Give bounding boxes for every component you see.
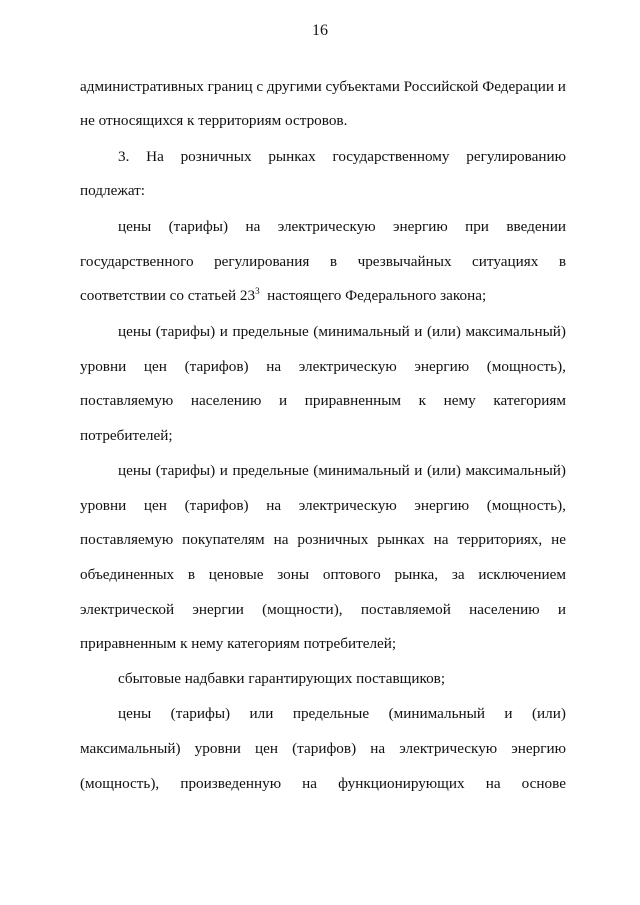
word: к <box>418 392 427 409</box>
text-line <box>80 739 566 759</box>
word: энергию <box>414 358 470 375</box>
word: уровни <box>80 497 127 514</box>
word: 3. <box>118 148 130 165</box>
word: и <box>504 705 513 722</box>
word: предельные <box>292 705 370 722</box>
word: и <box>219 462 228 479</box>
text-line: приравненным к нему категориям потребителей; <box>80 635 397 652</box>
word: энергию <box>392 218 448 235</box>
word: предельные <box>232 323 309 340</box>
text-line <box>80 357 566 377</box>
text-line <box>118 322 566 342</box>
word: рынках <box>268 148 316 165</box>
word: субъектами <box>325 78 400 95</box>
word: и <box>557 601 566 618</box>
text-line <box>80 600 566 620</box>
word: или <box>249 705 274 722</box>
word: (или) <box>531 705 566 722</box>
word: категориям <box>493 392 566 409</box>
word: населению <box>469 601 540 618</box>
word: предельные <box>232 462 309 479</box>
word: цены <box>118 323 152 340</box>
word: электрическую <box>298 497 397 514</box>
word: на <box>433 531 449 548</box>
word: объединенных <box>80 566 175 583</box>
word: (или) <box>426 462 461 479</box>
word: (тарифы) <box>155 462 216 479</box>
word: электрическую <box>298 358 397 375</box>
word: населению <box>190 392 262 409</box>
word: (тарифы) <box>168 218 229 235</box>
word: и <box>219 323 228 340</box>
text-line <box>80 774 566 794</box>
word: на <box>245 218 261 235</box>
word: (мощность), <box>486 358 566 375</box>
word: не <box>551 531 566 548</box>
text-line <box>118 147 566 167</box>
word: поставляемой <box>360 601 451 618</box>
word: уровни <box>80 358 127 375</box>
word: в <box>329 253 338 270</box>
word: (тарифов) <box>292 740 357 757</box>
word: при <box>465 218 489 235</box>
word: На <box>146 148 164 165</box>
word: на <box>485 775 501 792</box>
word: зоны <box>277 566 310 583</box>
word: максимальный) <box>465 462 566 479</box>
word: поставляемую <box>80 531 174 548</box>
word: (минимальный <box>313 323 410 340</box>
word: оптового <box>322 566 381 583</box>
word: нему <box>443 392 476 409</box>
word: энергию <box>511 740 566 757</box>
word: введении <box>506 218 566 235</box>
text-line-with-superscript <box>80 286 566 306</box>
word: функционирующих <box>338 775 465 792</box>
word: (минимальный <box>388 705 485 722</box>
word: ситуациях <box>472 253 539 270</box>
word: (тарифы) <box>170 705 231 722</box>
text-line: потребителей; <box>80 427 173 444</box>
text-fragment: соответствии со статьей 23 <box>80 287 256 304</box>
word: рынках <box>377 531 425 548</box>
text-line <box>80 391 566 411</box>
text-fragment: настоящего Федерального закона; <box>267 287 487 304</box>
text-line <box>118 704 566 724</box>
word: электрическую <box>277 218 376 235</box>
word: цены <box>118 462 152 479</box>
word: Российской <box>403 78 479 95</box>
word: (мощность), <box>80 775 160 792</box>
word: административных <box>80 78 204 95</box>
word: (или) <box>426 323 461 340</box>
word: регулированию <box>466 148 566 165</box>
text-line <box>80 496 566 516</box>
word: за <box>451 566 465 583</box>
word: максимальный) <box>80 740 181 757</box>
word: (тарифы) <box>155 323 216 340</box>
word: максимальный) <box>465 323 566 340</box>
word: Федерации <box>482 78 554 95</box>
word: (мощность), <box>486 497 566 514</box>
word: розничных <box>180 148 252 165</box>
word: на <box>370 740 386 757</box>
word: на <box>302 775 318 792</box>
word: исключением <box>478 566 566 583</box>
text-line <box>80 77 566 97</box>
word: электрическую <box>399 740 498 757</box>
word: покупателям <box>182 531 265 548</box>
word: (мощности), <box>262 601 343 618</box>
word: энергию <box>414 497 470 514</box>
word: ценовые <box>208 566 264 583</box>
word: цены <box>118 218 152 235</box>
text-line: сбытовые надбавки гарантирующих поставщиков; <box>118 670 446 687</box>
word: на <box>266 358 282 375</box>
word: на <box>266 497 282 514</box>
word: произведенную <box>180 775 282 792</box>
word: с <box>256 78 264 95</box>
text-line <box>118 217 566 237</box>
word: приравненным <box>304 392 402 409</box>
text-line: подлежат: <box>80 182 146 199</box>
word: (тарифов) <box>184 497 249 514</box>
word: цен <box>143 358 167 375</box>
text-line <box>118 461 566 481</box>
word: рынка, <box>394 566 439 583</box>
text-line <box>80 530 566 550</box>
word: (минимальный <box>313 462 410 479</box>
word: уровни <box>194 740 241 757</box>
word: в <box>558 253 566 270</box>
text-line <box>80 252 566 272</box>
word: основе <box>521 775 566 792</box>
word: цены <box>118 705 152 722</box>
word: цен <box>255 740 278 757</box>
word: (тарифов) <box>184 358 249 375</box>
word: в <box>187 566 196 583</box>
word: электрической <box>80 601 175 618</box>
word: другими <box>266 78 322 95</box>
page-number: 16 <box>312 22 328 39</box>
word: на <box>273 531 289 548</box>
word: и <box>557 78 566 95</box>
text-line <box>80 565 566 585</box>
word: и <box>414 462 423 479</box>
superscript: 3 <box>255 286 260 296</box>
word: территориях, <box>457 531 543 548</box>
word: розничных <box>297 531 369 548</box>
word: поставляемую <box>80 392 174 409</box>
text-line: не относящихся к территориям островов. <box>80 112 348 129</box>
word: цен <box>143 497 167 514</box>
word: государственному <box>332 148 450 165</box>
word: государственного <box>80 253 194 270</box>
word: и <box>414 323 423 340</box>
word: регулирования <box>214 253 310 270</box>
word: границ <box>207 78 253 95</box>
word: энергии <box>192 601 244 618</box>
word: и <box>278 392 288 409</box>
word: чрезвычайных <box>357 253 452 270</box>
